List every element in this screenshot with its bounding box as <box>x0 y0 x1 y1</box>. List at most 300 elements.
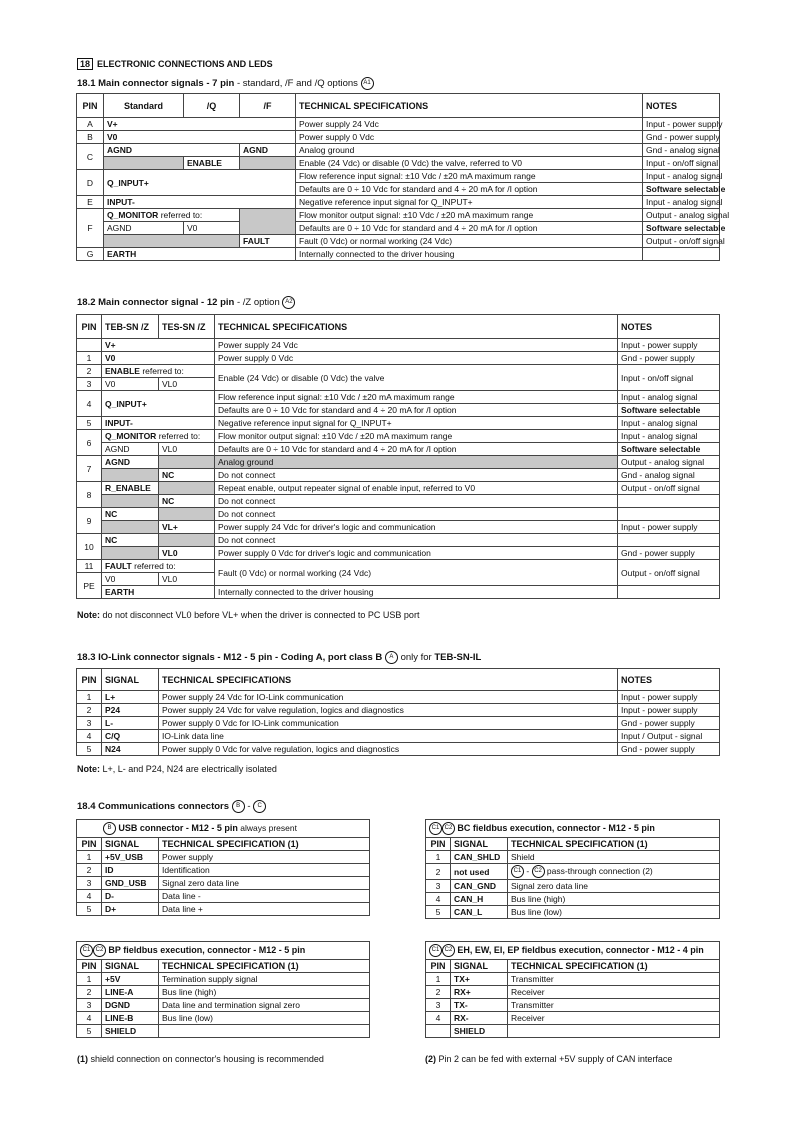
note: Input - analog signal <box>643 196 720 209</box>
badge-c2-icon: C2 <box>442 822 455 835</box>
pin: 5 <box>77 1025 102 1038</box>
col-tes: TES-SN /Z <box>159 315 215 339</box>
table-row <box>77 339 720 352</box>
table-row <box>77 521 720 534</box>
spec: Power supply 24 Vdc <box>215 339 618 352</box>
pin <box>426 1025 451 1038</box>
signal: D+ <box>102 903 159 916</box>
table-row <box>77 743 720 756</box>
signal-ref-q: V0 <box>184 222 240 235</box>
spec: Enable (24 Vdc) or disable (0 Vdc) the valve <box>215 365 618 391</box>
pin: 9 <box>77 508 102 534</box>
col-standard: Standard <box>104 94 184 118</box>
badge-c2-icon: C2 <box>93 944 106 957</box>
pin: 2 <box>77 704 102 717</box>
table-row <box>77 131 720 144</box>
badge-c2-icon: C2 <box>442 944 455 957</box>
pin: F <box>77 209 104 248</box>
col-spec: TECHNICAL SPECIFICATIONS <box>215 315 618 339</box>
table-row <box>77 482 720 495</box>
table-bc <box>425 819 720 919</box>
table-row <box>77 248 720 261</box>
note <box>618 495 720 508</box>
col-pin: PIN <box>77 94 104 118</box>
pin: 5 <box>426 906 451 919</box>
spec <box>508 1025 720 1038</box>
spec: Transmitter <box>508 973 720 986</box>
note <box>618 586 720 599</box>
spec: Signal zero data line <box>508 880 720 893</box>
signal-ref: referred to: <box>158 210 203 220</box>
signal: N24 <box>102 743 159 756</box>
pin: G <box>77 248 104 261</box>
signal: L+ <box>102 691 159 704</box>
signal-tes: NC <box>159 495 215 508</box>
badge-c1-icon: C1 <box>80 944 93 957</box>
signal-name: Q_MONITOR <box>107 210 159 220</box>
pin: 6 <box>77 430 102 456</box>
s182-title-text: 18.2 Main connector signal - 12 pin <box>77 297 235 309</box>
pin: 7 <box>77 456 102 482</box>
signal-ref: referred to: <box>156 431 201 441</box>
table-row <box>77 864 370 877</box>
col-notes: NOTES <box>618 315 720 339</box>
s184-title <box>77 800 266 813</box>
col-teb: TEB-SN /Z <box>102 315 159 339</box>
note: Gnd - power supply <box>618 547 720 560</box>
spec: Power supply 0 Vdc <box>296 131 643 144</box>
spec: Enable (24 Vdc) or disable (0 Vdc) the valve, referred to V0 <box>296 157 643 170</box>
spec: Internally connected to the driver housing <box>215 586 618 599</box>
signal: TX+ <box>451 973 508 986</box>
spec: Shield <box>508 851 720 864</box>
spec: Termination supply signal <box>159 973 370 986</box>
shaded-cell <box>159 508 215 521</box>
table-row <box>77 534 720 547</box>
note: Input - analog signal <box>618 417 720 430</box>
note: Output - on/off signal <box>643 235 720 248</box>
section-header <box>77 58 273 70</box>
footnote-text: shield connection on connector's housing is recommended <box>88 1054 324 1064</box>
note: Input - on/off signal <box>643 157 720 170</box>
table-row <box>426 851 720 864</box>
pin: A <box>77 118 104 131</box>
signal: AGND <box>104 144 240 157</box>
signal: Q_INPUT+ <box>102 391 215 417</box>
table-row <box>77 157 720 170</box>
signal: CAN_L <box>451 906 508 919</box>
col-spec: TECHNICAL SPECIFICATIONS <box>159 669 618 691</box>
pin: 1 <box>77 851 102 864</box>
table-row <box>77 495 720 508</box>
col-pin: PIN <box>426 960 451 973</box>
spec: Power supply 0 Vdc for driver's logic and communication <box>215 547 618 560</box>
table-row <box>77 877 370 890</box>
pin: 5 <box>77 417 102 430</box>
s183-title-text: 18.3 IO-Link connector signals - M12 - 5 pin - Coding A, port class B <box>77 652 383 664</box>
badge-c1-icon: C1 <box>429 944 442 957</box>
table-row <box>77 851 370 864</box>
table-row <box>426 999 720 1012</box>
pin: 1 <box>77 352 102 365</box>
spec: Power supply 24 Vdc for driver's logic and communication <box>215 521 618 534</box>
badge-b-icon: B <box>103 822 116 835</box>
table-title-row <box>77 820 370 838</box>
note: Output - on/off signal <box>618 560 720 586</box>
signal-teb: NC <box>102 534 159 547</box>
table-row <box>426 893 720 906</box>
table-row <box>77 222 720 235</box>
shaded-cell <box>102 521 159 534</box>
pin: 4 <box>426 893 451 906</box>
badge-c1-icon: C1 <box>429 822 442 835</box>
signal-ref: referred to: <box>131 561 176 571</box>
signal: INPUT- <box>104 196 296 209</box>
table-header <box>426 960 720 973</box>
spec: Power supply 0 Vdc for valve regulation, logics and diagnostics <box>159 743 618 756</box>
table-row <box>426 906 720 919</box>
table-row <box>77 469 720 482</box>
shaded-cell <box>102 547 159 560</box>
spec: Power supply 24 Vdc <box>296 118 643 131</box>
s182-note <box>77 610 419 620</box>
note: Input - power supply <box>618 521 720 534</box>
badge-b-icon: B <box>232 800 245 813</box>
table-row <box>77 1012 370 1025</box>
spec: IO-Link data line <box>159 730 618 743</box>
col-notes: NOTES <box>618 669 720 691</box>
badge-a2-icon: A2 <box>282 296 295 309</box>
note: Input / Output - signal <box>618 730 720 743</box>
s182-title-rest: - /Z option <box>234 297 280 309</box>
table-183 <box>76 668 720 756</box>
spec: Analog ground <box>296 144 643 157</box>
spec: Power supply <box>159 851 370 864</box>
col-pin: PIN <box>77 838 102 851</box>
footnote-label: (2) <box>425 1054 436 1064</box>
signal: RX- <box>451 1012 508 1025</box>
s183-note <box>77 764 277 774</box>
badge-c1-icon: C1 <box>511 865 524 878</box>
table-title-row <box>426 820 720 838</box>
table-181 <box>76 93 730 261</box>
table-row <box>77 717 720 730</box>
spec: Power supply 0 Vdc for IO-Link communication <box>159 717 618 730</box>
footnote-2 <box>425 1054 672 1064</box>
note: Input - on/off signal <box>618 365 720 391</box>
table-row <box>77 456 720 469</box>
table-eh <box>425 941 720 1038</box>
spec: Internally connected to the driver housing <box>296 248 643 261</box>
signal: GND_USB <box>102 877 159 890</box>
signal: ID <box>102 864 159 877</box>
table-header <box>77 315 720 339</box>
pin: 3 <box>77 378 102 391</box>
section-number: 18 <box>77 58 93 70</box>
note-text: do not disconnect VL0 before VL+ when the driver is connected to PC USB port <box>100 610 420 620</box>
note: Input - analog signal <box>618 391 720 404</box>
table-row <box>426 1025 720 1038</box>
spec: Receiver <box>508 986 720 999</box>
spec: Signal zero data line <box>159 877 370 890</box>
spec: Negative reference input signal for Q_INPUT+ <box>215 417 618 430</box>
spec: Do not connect <box>215 469 618 482</box>
table-row <box>77 365 720 378</box>
pin: C <box>77 144 104 170</box>
table-header <box>77 94 720 118</box>
shaded-cell <box>159 534 215 547</box>
badge-a1-icon: A1 <box>361 77 374 90</box>
spec: Repeat enable, output repeater signal of enable input, referred to V0 <box>215 482 618 495</box>
bc-title-cell <box>426 820 720 838</box>
bp-title-cell <box>77 942 370 960</box>
col-signal: SIGNAL <box>102 838 159 851</box>
usb-title: USB connector - M12 - 5 pin <box>118 822 238 833</box>
table-row <box>77 999 370 1012</box>
shaded-cell <box>102 495 159 508</box>
spec: Do not connect <box>215 534 618 547</box>
usb-title-cell <box>77 820 370 838</box>
s183-only-model: TEB-SN-IL <box>434 652 482 664</box>
pin: 3 <box>426 999 451 1012</box>
note: Input - power supply <box>618 691 720 704</box>
table-row <box>77 118 720 131</box>
note: Gnd - power supply <box>618 743 720 756</box>
table-row <box>77 417 720 430</box>
pin: 1 <box>426 973 451 986</box>
signal: Q_INPUT+ <box>104 170 296 196</box>
pin: 1 <box>426 851 451 864</box>
spec: C1 - C2 pass-through connection (2) <box>508 864 720 880</box>
table-row <box>77 209 720 222</box>
pin: 2 <box>77 864 102 877</box>
note-label: Note: <box>77 764 100 774</box>
table-row <box>77 903 370 916</box>
spec: Flow monitor output signal: ±10 Vdc / ±20 mA maximum range <box>215 430 618 443</box>
table-title-row <box>426 942 720 960</box>
table-row <box>426 864 720 880</box>
shaded-cell <box>240 157 296 170</box>
table-row <box>77 560 720 573</box>
table-bp <box>76 941 370 1038</box>
spec: Defaults are 0 ÷ 10 Vdc for standard and 4 ÷ 20 mA for /I option <box>215 404 618 417</box>
table-row <box>77 508 720 521</box>
spec: Bus line (high) <box>159 986 370 999</box>
spec: Transmitter <box>508 999 720 1012</box>
signal <box>102 430 215 443</box>
spec: Bus line (low) <box>508 906 720 919</box>
s181-title-text: 18.1 Main connector signals - 7 pin <box>77 78 235 90</box>
spec <box>159 1025 370 1038</box>
eh-title: EH, EW, EI, EP fieldbus execution, connector - M12 - 4 pin <box>457 944 704 955</box>
signal-ref: referred to: <box>139 366 184 376</box>
shaded-cell <box>104 157 184 170</box>
table-row <box>77 704 720 717</box>
signal-name: ENABLE <box>105 366 140 376</box>
pin: 4 <box>77 890 102 903</box>
table-header <box>77 960 370 973</box>
table-row <box>77 986 370 999</box>
pin: 3 <box>77 717 102 730</box>
col-spec: TECHNICAL SPECIFICATIONS <box>296 94 643 118</box>
note: Input - power supply <box>618 339 720 352</box>
note: Gnd - analog signal <box>643 144 720 157</box>
col-spec: TECHNICAL SPECIFICATION (1) <box>508 960 720 973</box>
spec: Receiver <box>508 1012 720 1025</box>
spec: Bus line (low) <box>159 1012 370 1025</box>
note: Output - on/off signal <box>618 482 720 495</box>
footnote-text: Pin 2 can be fed with external +5V supply of CAN interface <box>436 1054 673 1064</box>
spec: Power supply 24 Vdc for valve regulation, logics and diagnostics <box>159 704 618 717</box>
table-row <box>426 880 720 893</box>
note: Gnd - analog signal <box>618 469 720 482</box>
badge-c-icon: C <box>253 800 266 813</box>
signal-tes: VL0 <box>159 547 215 560</box>
pin: 1 <box>77 691 102 704</box>
spec: Negative reference input signal for Q_INPUT+ <box>296 196 643 209</box>
table-row <box>77 973 370 986</box>
signal: D- <box>102 890 159 903</box>
table-row <box>77 196 720 209</box>
note <box>618 534 720 547</box>
s184-dash: - <box>247 801 251 813</box>
note: Software selectable <box>618 404 720 417</box>
pin: 10 <box>77 534 102 560</box>
note: Gnd - power supply <box>618 352 720 365</box>
note: Gnd - power supply <box>643 131 720 144</box>
table-row <box>77 352 720 365</box>
note: Software selectable <box>618 443 720 456</box>
pin: D <box>77 170 104 196</box>
signal: TX- <box>451 999 508 1012</box>
signal-tes: VL+ <box>159 521 215 534</box>
signal: RX+ <box>451 986 508 999</box>
spec: Defaults are 0 ÷ 10 Vdc for standard and 4 ÷ 20 mA for /I option <box>296 222 643 235</box>
spec: Power supply 24 Vdc for IO-Link communication <box>159 691 618 704</box>
table-row <box>77 235 720 248</box>
spec: Data line + <box>159 903 370 916</box>
note: Output - analog signal <box>618 456 720 469</box>
col-signal: SIGNAL <box>102 669 159 691</box>
table-row <box>426 986 720 999</box>
signal: EARTH <box>104 248 296 261</box>
table-row <box>426 1012 720 1025</box>
signal: LINE-B <box>102 1012 159 1025</box>
s183-title <box>77 651 481 664</box>
pin: 4 <box>77 730 102 743</box>
signal-teb: NC <box>102 508 159 521</box>
spec: Flow reference input signal: ±10 Vdc / ±20 mA maximum range <box>215 391 618 404</box>
s181-title <box>77 77 374 90</box>
shaded-cell <box>104 235 240 248</box>
pin: 8 <box>77 482 102 508</box>
signal: CAN_SHLD <box>451 851 508 864</box>
signal-teb: AGND <box>102 443 159 456</box>
pin: 4 <box>77 1012 102 1025</box>
signal-teb: V0 <box>102 378 159 391</box>
pin: 2 <box>77 986 102 999</box>
table-row <box>77 691 720 704</box>
signal <box>102 365 215 378</box>
pin: 4 <box>77 391 102 417</box>
signal-name: FAULT <box>105 561 132 571</box>
signal-f: AGND <box>240 144 296 157</box>
note: Input - analog signal <box>618 430 720 443</box>
signal-tes: VL0 <box>159 443 215 456</box>
s181-title-rest: - standard, /F and /Q options <box>234 78 358 90</box>
note-text: L+, L- and P24, N24 are electrically isolated <box>100 764 277 774</box>
signal <box>102 560 215 573</box>
pin: 11 <box>77 560 102 573</box>
table-row <box>77 443 720 456</box>
table-row <box>77 586 720 599</box>
col-pin: PIN <box>77 669 102 691</box>
signal: +5V_USB <box>102 851 159 864</box>
spec: Flow monitor output signal: ±10 Vdc / ±20 mA maximum range <box>296 209 643 222</box>
pin: 2 <box>426 864 451 880</box>
signal-tes: VL0 <box>159 378 215 391</box>
shaded-cell <box>159 456 215 469</box>
table-row <box>77 391 720 404</box>
signal-ref-std: AGND <box>104 222 184 235</box>
note: Input - power supply <box>643 118 720 131</box>
signal-teb: V0 <box>102 573 159 586</box>
footnote-1 <box>77 1054 324 1064</box>
table-row <box>77 144 720 157</box>
signal: INPUT- <box>102 417 215 430</box>
bc-title: BC fieldbus execution, connector - M12 - 5 pin <box>457 822 655 833</box>
section-title: ELECTRONIC CONNECTIONS AND LEDS <box>97 59 273 69</box>
signal: V0 <box>102 352 215 365</box>
signal: not used <box>451 864 508 880</box>
signal-name: Q_MONITOR <box>105 431 157 441</box>
col-pin: PIN <box>426 838 451 851</box>
pin: 5 <box>77 903 102 916</box>
s184-title-text: 18.4 Communications connectors <box>77 801 230 813</box>
table-title-row <box>77 942 370 960</box>
table-182 <box>76 314 720 599</box>
signal: C/Q <box>102 730 159 743</box>
note: Software selectable <box>643 183 720 196</box>
col-spec: TECHNICAL SPECIFICATION (1) <box>159 838 370 851</box>
shaded-cell <box>240 209 296 235</box>
spec: Do not connect <box>215 495 618 508</box>
pin: 5 <box>77 743 102 756</box>
pin: 3 <box>77 999 102 1012</box>
signal: CAN_H <box>451 893 508 906</box>
spec: Analog ground <box>215 456 618 469</box>
note: Gnd - power supply <box>618 717 720 730</box>
col-q: /Q <box>184 94 240 118</box>
badge-c2-icon: C2 <box>532 865 545 878</box>
spec-text: pass-through connection (2) <box>544 865 653 876</box>
signal: DGND <box>102 999 159 1012</box>
note: Software selectable <box>643 222 720 235</box>
table-row <box>77 170 720 183</box>
table-row <box>426 973 720 986</box>
table-row <box>77 890 370 903</box>
col-f: /F <box>240 94 296 118</box>
pin: 2 <box>77 365 102 378</box>
col-signal: SIGNAL <box>102 960 159 973</box>
pin: 1 <box>77 973 102 986</box>
s183-only: only for <box>400 652 432 664</box>
signal-q: ENABLE <box>184 157 240 170</box>
col-signal: SIGNAL <box>451 838 508 851</box>
signal-f: FAULT <box>240 235 296 248</box>
table-row <box>77 730 720 743</box>
s182-title <box>77 296 295 309</box>
